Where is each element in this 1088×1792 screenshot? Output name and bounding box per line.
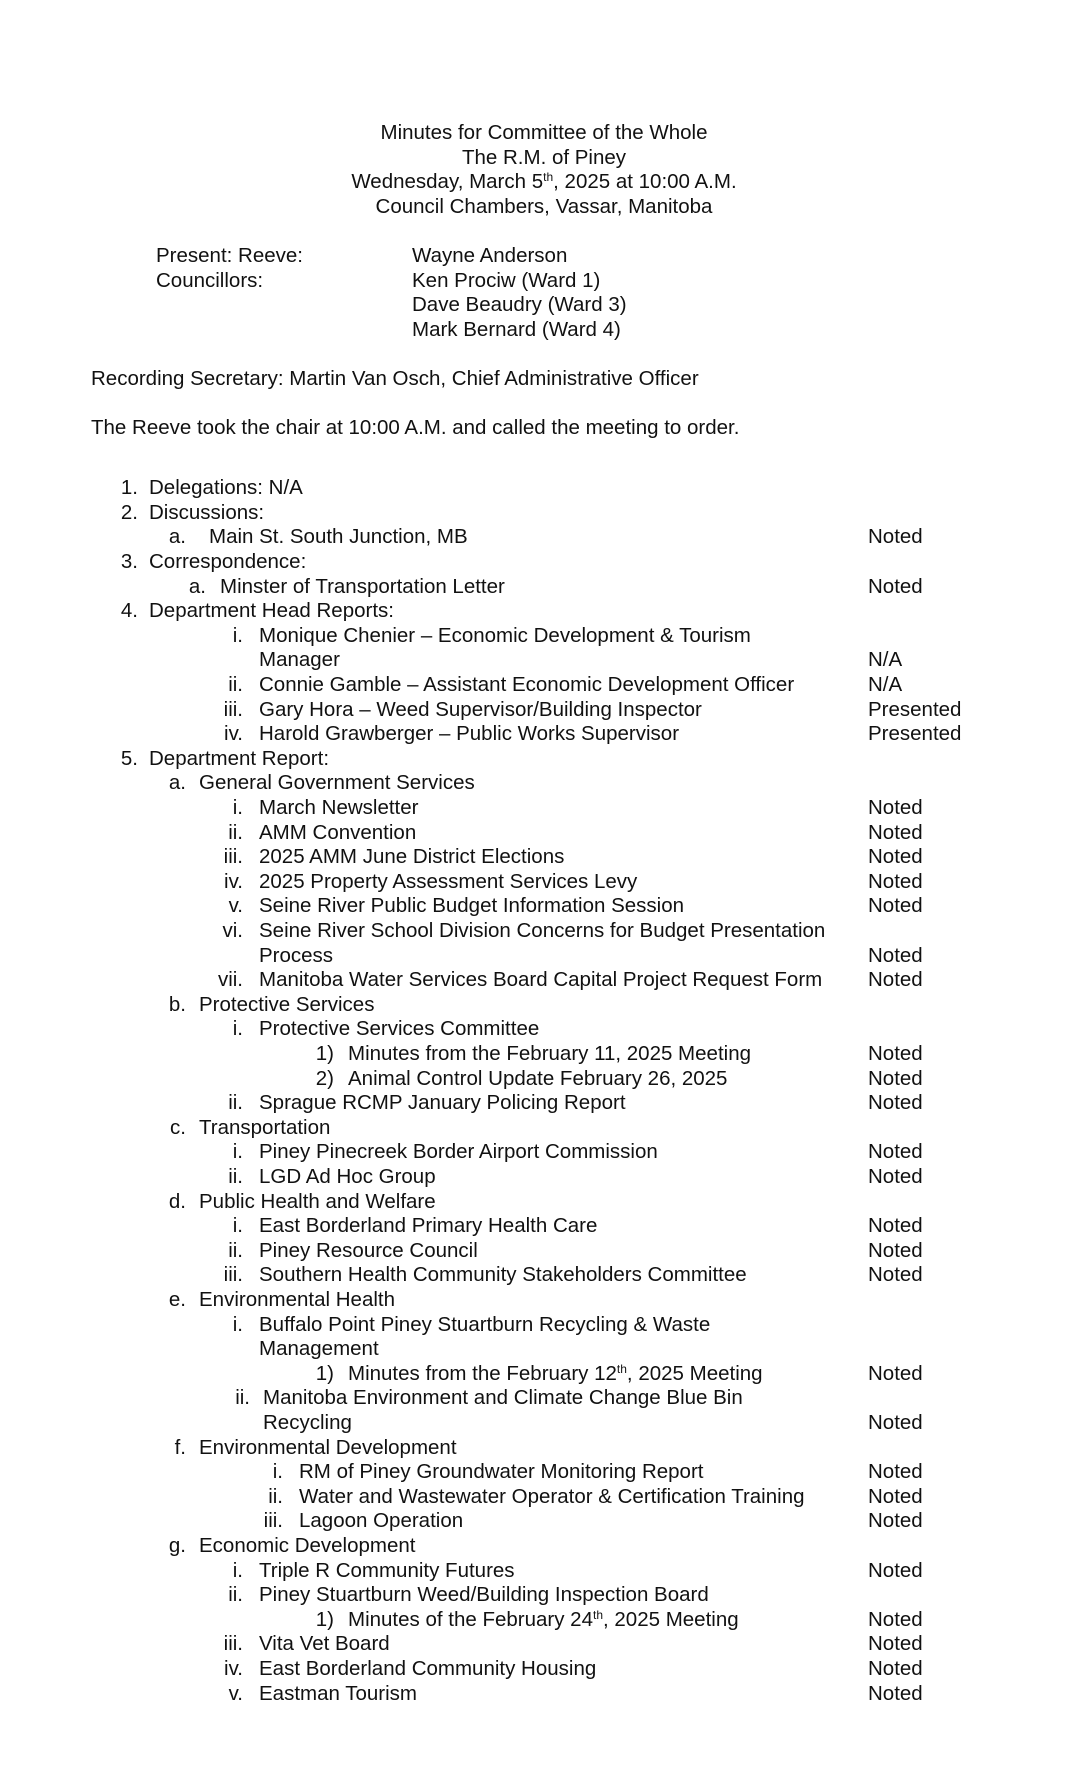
agenda-item-status: Noted xyxy=(868,1239,923,1262)
agenda-item-number: 2) xyxy=(315,1067,334,1090)
agenda-item-number: b. xyxy=(168,993,186,1016)
agenda-item-text: Discussions: xyxy=(149,501,265,524)
municipality-name: The R.M. of Piney xyxy=(461,146,627,169)
agenda-item-number: 4. xyxy=(120,599,138,622)
agenda-item-number: i. xyxy=(232,1017,243,1040)
agenda-item-text: General Government Services xyxy=(199,771,475,794)
agenda-item-number: 2. xyxy=(120,501,138,524)
agenda-item-number: v. xyxy=(228,894,243,917)
agenda-item-number: 1) xyxy=(315,1608,334,1631)
agenda-item-number: c. xyxy=(170,1116,186,1139)
agenda-item-status: Noted xyxy=(868,1140,923,1163)
agenda-item-text: Process xyxy=(259,944,334,967)
councillor-name: Mark Bernard (Ward 4) xyxy=(412,318,621,341)
agenda-item-number: i. xyxy=(232,1214,243,1237)
agenda-item-status: Noted xyxy=(868,525,923,548)
agenda-item-text: Department Report: xyxy=(149,747,330,770)
agenda-item-status: Noted xyxy=(868,1460,923,1483)
agenda-item-text: Harold Grawberger – Public Works Supervisor xyxy=(259,722,680,745)
agenda-item-number: g. xyxy=(168,1534,186,1557)
agenda-item-status: Presented xyxy=(868,722,962,745)
agenda-item-text: Recycling xyxy=(263,1411,352,1434)
agenda-item-status: Noted xyxy=(868,1067,923,1090)
agenda-item-number: ii. xyxy=(228,1165,243,1188)
agenda-item-text: East Borderland Primary Health Care xyxy=(259,1214,598,1237)
agenda-item-status: Noted xyxy=(868,1632,923,1655)
agenda-item-text: Environmental Health xyxy=(199,1288,395,1311)
agenda-item-status: Noted xyxy=(868,894,923,917)
agenda-item-status: N/A xyxy=(868,673,903,696)
agenda-item-number: ii. xyxy=(228,1583,243,1606)
agenda-item-number: i. xyxy=(232,624,243,647)
agenda-item-status: Noted xyxy=(868,968,923,991)
agenda-item-text: Transportation xyxy=(199,1116,331,1139)
agenda-item-text: LGD Ad Hoc Group xyxy=(259,1165,436,1188)
agenda-item-text: Sprague RCMP January Policing Report xyxy=(259,1091,626,1114)
agenda-item-status: Noted xyxy=(868,1411,923,1434)
agenda-item-text: Delegations: N/A xyxy=(149,476,303,499)
meeting-location: Council Chambers, Vassar, Manitoba xyxy=(375,195,713,218)
agenda-item-text: March Newsletter xyxy=(259,796,419,819)
agenda-item-number: iii. xyxy=(223,698,243,721)
agenda-item-text: 2025 Property Assessment Services Levy xyxy=(259,870,638,893)
agenda-item-status: Noted xyxy=(868,1214,923,1237)
agenda-item-number: iv. xyxy=(224,722,243,745)
agenda-item-status: Noted xyxy=(868,1165,923,1188)
agenda-item-number: 1) xyxy=(315,1042,334,1065)
agenda-item-status: Noted xyxy=(868,575,923,598)
agenda-item-text: Seine River Public Budget Information Session xyxy=(259,894,685,917)
agenda-item-text: Triple R Community Futures xyxy=(259,1559,515,1582)
agenda-item-text: Southern Health Community Stakeholders Committee xyxy=(259,1263,747,1286)
agenda-item-text: Minutes of the February 24th, 2025 Meeting xyxy=(348,1608,739,1631)
agenda-item-number: vii. xyxy=(217,968,243,991)
agenda-item-number: ii. xyxy=(228,673,243,696)
present-label: Present: Reeve: xyxy=(156,244,303,267)
agenda-item-number: ii. xyxy=(268,1485,283,1508)
agenda-item-number: a. xyxy=(168,525,186,548)
agenda-item-number: 1) xyxy=(315,1362,334,1385)
agenda-item-text: Monique Chenier – Economic Development & Tourism xyxy=(259,624,751,647)
agenda-item-number: ii. xyxy=(235,1386,250,1409)
agenda-item-text: Protective Services xyxy=(199,993,375,1016)
agenda-item-status: Noted xyxy=(868,1657,923,1680)
agenda-item-text: Buffalo Point Piney Stuartburn Recycling & Waste xyxy=(259,1313,711,1336)
agenda-item-text: Eastman Tourism xyxy=(259,1682,417,1705)
councillor-name: Dave Beaudry (Ward 3) xyxy=(412,293,627,316)
agenda-item-text: Piney Resource Council xyxy=(259,1239,478,1262)
agenda-item-number: i. xyxy=(232,1313,243,1336)
agenda-item-text: Manitoba Environment and Climate Change Blue Bin xyxy=(263,1386,743,1409)
agenda-item-status: Noted xyxy=(868,845,923,868)
agenda-item-status: Noted xyxy=(868,1263,923,1286)
agenda-item-status: Noted xyxy=(868,944,923,967)
agenda-item-status: Noted xyxy=(868,1485,923,1508)
agenda-item-text: Vita Vet Board xyxy=(259,1632,390,1655)
agenda-item-text: AMM Convention xyxy=(259,821,417,844)
councillor-name: Ken Prociw (Ward 1) xyxy=(412,269,601,292)
recording-secretary: Recording Secretary: Martin Van Osch, Chief Administrative Officer xyxy=(91,367,699,390)
agenda-item-number: i. xyxy=(232,1559,243,1582)
agenda-item-text: Piney Pinecreek Border Airport Commission xyxy=(259,1140,658,1163)
agenda-item-text: Gary Hora – Weed Supervisor/Building Inspector xyxy=(259,698,702,721)
agenda-item-number: i. xyxy=(232,796,243,819)
councillors-label: Councillors: xyxy=(156,269,264,292)
call-to-order: The Reeve took the chair at 10:00 A.M. and called the meeting to order. xyxy=(91,416,740,439)
agenda-item-text: Public Health and Welfare xyxy=(199,1190,436,1213)
agenda-item-text: 2025 AMM June District Elections xyxy=(259,845,565,868)
agenda-item-status: N/A xyxy=(868,648,903,671)
agenda-item-number: ii. xyxy=(228,1091,243,1114)
agenda-item-number: iv. xyxy=(224,870,243,893)
agenda-item-number: iii. xyxy=(223,1632,243,1655)
agenda-item-text: Environmental Development xyxy=(199,1436,457,1459)
agenda-item-text: East Borderland Community Housing xyxy=(259,1657,597,1680)
agenda-item-status: Noted xyxy=(868,1608,923,1631)
agenda-item-status: Noted xyxy=(868,1042,923,1065)
agenda-item-status: Presented xyxy=(868,698,962,721)
agenda-item-text: RM of Piney Groundwater Monitoring Report xyxy=(299,1460,704,1483)
agenda-item-number: v. xyxy=(228,1682,243,1705)
agenda-item-number: d. xyxy=(168,1190,186,1213)
agenda-item-number: iii. xyxy=(223,845,243,868)
agenda-item-number: iv. xyxy=(224,1657,243,1680)
agenda-item-status: Noted xyxy=(868,1362,923,1385)
agenda-item-number: 3. xyxy=(120,550,138,573)
agenda-item-text: Connie Gamble – Assistant Economic Development Officer xyxy=(259,673,795,696)
agenda-item-text: Management xyxy=(259,1337,379,1360)
agenda-item-text: Manitoba Water Services Board Capital Project Request Form xyxy=(259,968,823,991)
agenda-item-text: Economic Development xyxy=(199,1534,416,1557)
agenda-item-text: Minutes from the February 12th, 2025 Meeting xyxy=(348,1362,763,1385)
agenda-item-text: Minutes from the February 11, 2025 Meeting xyxy=(348,1042,751,1065)
agenda-item-number: e. xyxy=(168,1288,186,1311)
agenda-item-number: i. xyxy=(232,1140,243,1163)
agenda-item-number: i. xyxy=(272,1460,283,1483)
agenda-item-status: Noted xyxy=(868,796,923,819)
agenda-item-number: 1. xyxy=(120,476,138,499)
agenda-item-number: ii. xyxy=(228,1239,243,1262)
agenda-item-text: Department Head Reports: xyxy=(149,599,394,622)
agenda-item-text: Water and Wastewater Operator & Certification Training xyxy=(299,1485,805,1508)
agenda-item-text: Protective Services Committee xyxy=(259,1017,540,1040)
agenda-item-number: ii. xyxy=(228,821,243,844)
agenda-item-text: Correspondence: xyxy=(149,550,307,573)
agenda-item-text: Animal Control Update February 26, 2025 xyxy=(348,1067,728,1090)
agenda-item-status: Noted xyxy=(868,821,923,844)
agenda-item-status: Noted xyxy=(868,1682,923,1705)
agenda-item-text: Minster of Transportation Letter xyxy=(220,575,505,598)
agenda-item-text: Main St. South Junction, MB xyxy=(209,525,468,548)
agenda-item-status: Noted xyxy=(868,1559,923,1582)
reeve-name: Wayne Anderson xyxy=(412,244,568,267)
meeting-date: Wednesday, March 5th, 2025 at 10:00 A.M. xyxy=(351,170,737,193)
agenda-item-text: Seine River School Division Concerns for Budget Presentation xyxy=(259,919,826,942)
agenda-item-number: vi. xyxy=(222,919,243,942)
agenda-item-number: iii. xyxy=(263,1509,283,1532)
agenda-item-status: Noted xyxy=(868,1509,923,1532)
agenda-item-number: 5. xyxy=(120,747,138,770)
agenda-item-text: Lagoon Operation xyxy=(299,1509,464,1532)
agenda-item-number: iii. xyxy=(223,1263,243,1286)
document-title: Minutes for Committee of the Whole xyxy=(380,121,708,144)
agenda-item-text: Piney Stuartburn Weed/Building Inspection Board xyxy=(259,1583,709,1606)
agenda-item-number: a. xyxy=(168,771,186,794)
agenda-item-status: Noted xyxy=(868,870,923,893)
agenda-item-status: Noted xyxy=(868,1091,923,1114)
agenda-item-number: f. xyxy=(174,1436,186,1459)
agenda-item-text: Manager xyxy=(259,648,340,671)
agenda-item-number: a. xyxy=(188,575,206,598)
